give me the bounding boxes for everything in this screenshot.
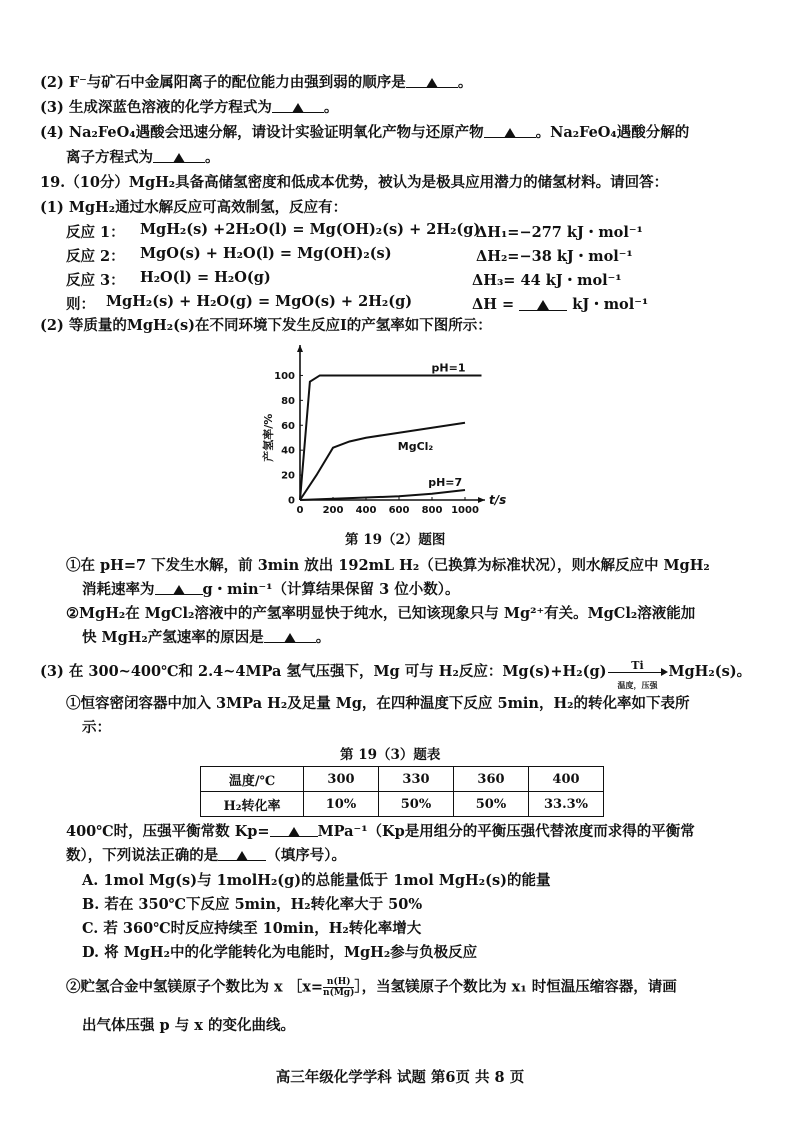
q18-part4-cont: 离子方程式为 。 (66, 149, 220, 166)
triangle-icon (537, 300, 549, 310)
q19-3-2-line1: ②贮氢合金中氢镁原子个数比为 x ［x= $\frac{n(H)}{n(Mg)}$ ］，当氢镁原子个数比为 x₁ 时恒温压缩容器，请画 (66, 977, 677, 998)
x-axis-arrow (478, 497, 485, 503)
answer-blank[interactable] (272, 98, 324, 113)
x-tick-label: 1000 (451, 505, 479, 516)
conversion-table (200, 766, 604, 817)
reaction-3-label: 反应 3： (66, 272, 125, 289)
q19-3-1-line2: 示： (82, 719, 111, 736)
y-tick-label: 80 (281, 395, 295, 407)
x-axis-label: t/s (489, 493, 507, 507)
q19-part2-intro: (2) 等质量的MgH₂(s)在不同环境下发生反应Ⅰ的产氢率如下图所示： (40, 317, 492, 334)
table-cell: 360 (454, 767, 529, 792)
option-c: C. 若 360℃时反应持续至 10min，H₂转化率增大 (82, 920, 422, 937)
x-tick-label: 400 (355, 505, 377, 516)
reaction-3-enthalpy: ΔH₃= 44 kJ・mol⁻¹ (472, 272, 622, 289)
triangle-icon (173, 585, 185, 595)
table-row (201, 767, 604, 792)
table-row (201, 792, 604, 817)
reaction-2-equation: MgO(s) + H₂O(l) = Mg(OH)₂(s) (140, 245, 392, 262)
reaction-1-equation: MgH₂(s) +2H₂O(l) = Mg(OH)₂(s) + 2H₂(g) (140, 221, 481, 238)
triangle-icon (426, 78, 438, 88)
q19-2-1-line1: ①在 pH=7 下发生水解，前 3min 放出 192mL H₂（已换算为标准状况），则水解反应中 MgH₂ (66, 557, 710, 574)
overall-reaction-equation: MgH₂(s) + H₂O(g) = MgO(s) + 2H₂(g) (106, 293, 413, 310)
answer-blank[interactable] (406, 73, 458, 88)
option-b: B. 若在 350℃下反应 5min，H₂转化率大于 50% (82, 896, 423, 913)
ratio-fraction: $\frac{n(H)}{n(Mg)}$ (323, 977, 355, 998)
y-tick-label: 20 (281, 470, 295, 482)
table-cell: 400 (529, 767, 604, 792)
triangle-icon (173, 153, 185, 163)
q19-3-1-line1: ①恒容密闭容器中加入 3MPa H₂及足量 Mg，在四种温度下反应 5min，H₂的转化率如下表所 (66, 695, 690, 712)
option-d: D. 将 MgH₂中的化学能转化为电能时，MgH₂参与负极反应 (82, 944, 478, 961)
q19-3-kp-line2: 数），下列说法正确的是 （填序号）。 (66, 847, 346, 864)
y-tick-label: 60 (281, 420, 295, 432)
answer-blank[interactable] (218, 846, 266, 861)
y-tick-label: 40 (281, 445, 295, 457)
triangle-icon (288, 827, 300, 837)
x-tick-label: 0 (296, 505, 304, 516)
q19-3-2-line2: 出气体压强 p 与 x 的变化曲线。 (82, 1017, 295, 1034)
overall-reaction-enthalpy: ΔH = kJ・mol⁻¹ (472, 296, 649, 313)
reaction-arrow: Ti 温度，压强 (606, 662, 668, 682)
answer-blank[interactable] (484, 123, 536, 138)
reaction-2-label: 反应 2： (66, 248, 125, 265)
table-cell: 300 (304, 767, 379, 792)
table-header-cell: H₂转化率 (201, 792, 304, 817)
answer-blank[interactable] (264, 628, 316, 643)
table-caption: 第 19（3）题表 (340, 747, 441, 763)
table-cell: 50% (454, 792, 529, 817)
reaction-3-equation: H₂O(l) = H₂O(g) (140, 269, 271, 286)
q18-part2: (2) F⁻与矿石中金属阳离子的配位能力由强到弱的顺序是 。 (40, 74, 473, 91)
answer-blank[interactable] (270, 822, 318, 837)
table-cell: 330 (379, 767, 454, 792)
table-cell: 50% (379, 792, 454, 817)
q18-part4: (4) Na₂FeO₄遇酸会迅速分解，请设计实验证明氧化产物与还原产物 。Na₂FeO₄遇酸分解的 (40, 124, 690, 141)
figure-caption: 第 19（2）题图 (345, 532, 446, 548)
reaction-1-label: 反应 1： (66, 224, 125, 241)
y-tick-label: 100 (274, 370, 295, 382)
hydrogen-yield-chart (250, 340, 530, 525)
y-axis-label: 产氢率/% (262, 413, 275, 462)
table-cell: 10% (304, 792, 379, 817)
q18-part3: (3) 生成深蓝色溶液的化学方程式为 。 (40, 99, 339, 116)
triangle-icon (292, 103, 304, 113)
q19-2-1-line2: 消耗速率为 g・min⁻¹（计算结果保留 3 位小数）。 (82, 581, 460, 598)
x-tick-label: 800 (421, 505, 443, 516)
overall-reaction-label: 则： (66, 296, 95, 313)
x-tick-label: 200 (322, 505, 344, 516)
q19-part1-intro: (1) MgH₂通过水解反应可高效制氢，反应有： (40, 199, 348, 216)
answer-blank[interactable] (153, 148, 205, 163)
q19-3-kp-line1: 400℃时，压强平衡常数 Kp= MPa⁻¹（Kp是用组分的平衡压强代替浓度而求得的平衡常 (66, 823, 695, 840)
reaction-2-enthalpy: ΔH₂=−38 kJ・mol⁻¹ (476, 248, 633, 265)
q19-2-2-line1: ②MgH₂在 MgCl₂溶液中的产氢率明显快于纯水，已知该现象只与 Mg²⁺有关。MgCl₂溶液能加 (66, 605, 696, 622)
q19-part3-intro: (3) 在 300~400℃和 2.4~4MPa 氢气压强下，Mg 可与 H₂反应：Mg(s)+H₂(g) Ti 温度，压强 MgH₂(s)。 (40, 659, 752, 690)
q19-2-2-line2: 快 MgH₂产氢速率的原因是 。 (82, 629, 331, 646)
table-header-cell: 温度/℃ (201, 767, 304, 792)
x-tick-label: 600 (388, 505, 410, 516)
reaction-1-enthalpy: ΔH₁=−277 kJ・mol⁻¹ (476, 224, 643, 241)
q19-intro: 19.（10分）MgH₂具备高储氢密度和低成本优势，被认为是极具应用潜力的储氢材料。请回答： (40, 174, 669, 191)
series-line-2 (300, 490, 465, 500)
series-label: pH=7 (428, 476, 463, 490)
option-a: A. 1mol Mg(s)与 1molH₂(g)的总能量低于 1mol MgH₂(s)的能量 (82, 872, 551, 889)
table-cell: 33.3% (529, 792, 604, 817)
series-label: MgCl₂ (397, 440, 434, 454)
answer-blank[interactable] (519, 296, 567, 311)
answer-blank[interactable] (155, 580, 203, 595)
y-tick-label: 0 (288, 495, 295, 507)
triangle-icon (284, 633, 296, 643)
triangle-icon (504, 128, 516, 138)
y-axis-arrow (297, 345, 303, 352)
triangle-icon (236, 851, 248, 861)
page-footer: 高三年级化学学科 试题 第6页 共 8 页 (275, 1069, 525, 1086)
series-label: pH=1 (431, 361, 466, 375)
